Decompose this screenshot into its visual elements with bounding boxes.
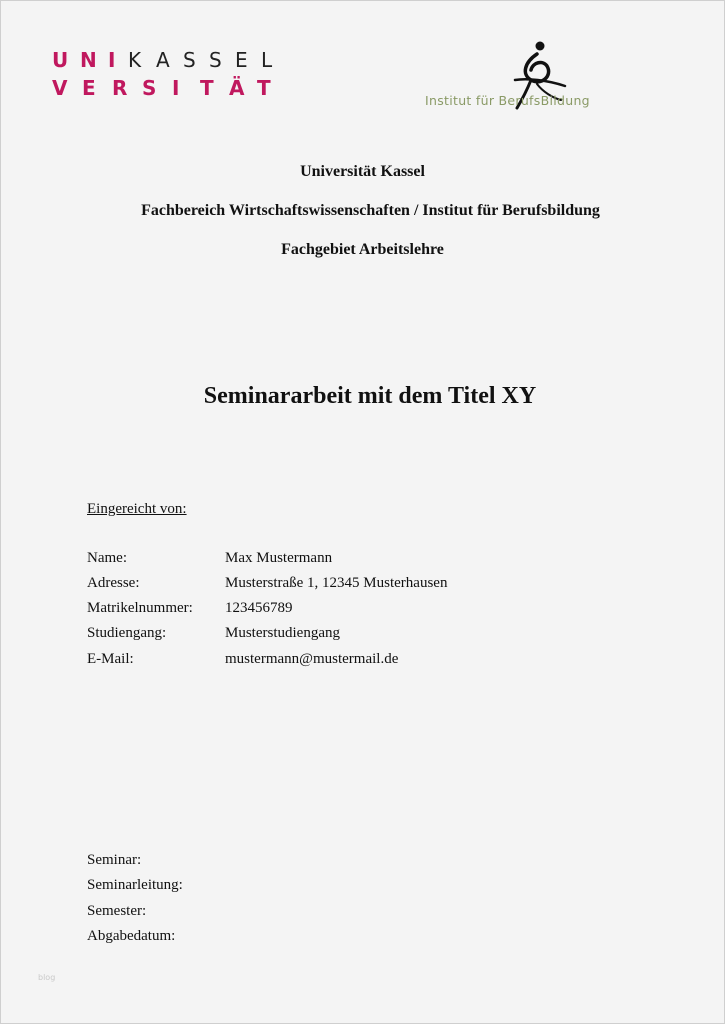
logo-letter: S	[183, 48, 196, 72]
detail-label: Matrikelnummer:	[87, 600, 193, 616]
university-name: Universität Kassel	[300, 163, 425, 180]
institut-logo-text: Institut für BerufsBildung	[425, 93, 590, 108]
semester-label: Semester:	[87, 903, 147, 919]
detail-label: Adresse:	[87, 575, 140, 591]
logo-letter: E	[82, 76, 96, 100]
seminar-label: Seminar:	[87, 852, 142, 868]
watermark: blog	[38, 973, 56, 982]
institut-logo	[425, 40, 675, 120]
logo-letter: E	[235, 48, 248, 72]
logo-letter: T	[200, 76, 214, 100]
due-date-label: Abgabedatum:	[87, 928, 176, 944]
detail-value: Max Mustermann	[225, 550, 333, 566]
field-name: Fachgebiet Arbeitslehre	[281, 241, 444, 258]
logo-letter: I	[108, 48, 116, 72]
detail-label: Name:	[87, 550, 127, 566]
detail-value: mustermann@mustermail.de	[225, 651, 399, 667]
logo-letter: Ä	[229, 76, 245, 100]
logo-letter: S	[209, 48, 222, 72]
detail-label: Studiengang:	[87, 625, 167, 641]
seminar-lead-label: Seminarleitung:	[87, 877, 183, 893]
logo-letter: I	[172, 76, 180, 100]
logo-letter: R	[112, 76, 128, 100]
department-name: Fachbereich Wirtschaftswissenschaften / Institut für Berufsbildung	[141, 202, 600, 219]
logo-letter: K	[128, 48, 142, 72]
detail-value: 123456789	[225, 600, 293, 616]
logo-letter: T	[257, 76, 271, 100]
logo-letter: V	[52, 76, 68, 100]
document-title: Seminararbeit mit dem Titel XY	[203, 383, 537, 409]
detail-label: E-Mail:	[87, 651, 134, 667]
submitted-by-label: Eingereicht von:	[87, 501, 187, 517]
detail-value: Musterstudiengang	[225, 625, 340, 641]
logo-letter: L	[261, 48, 273, 72]
detail-value: Musterstraße 1, 12345 Musterhausen	[225, 575, 448, 591]
logo-letter: A	[156, 48, 170, 72]
logo-letter: N	[80, 48, 97, 72]
logo-letter: S	[142, 76, 157, 100]
logo-letter: U	[52, 48, 69, 72]
